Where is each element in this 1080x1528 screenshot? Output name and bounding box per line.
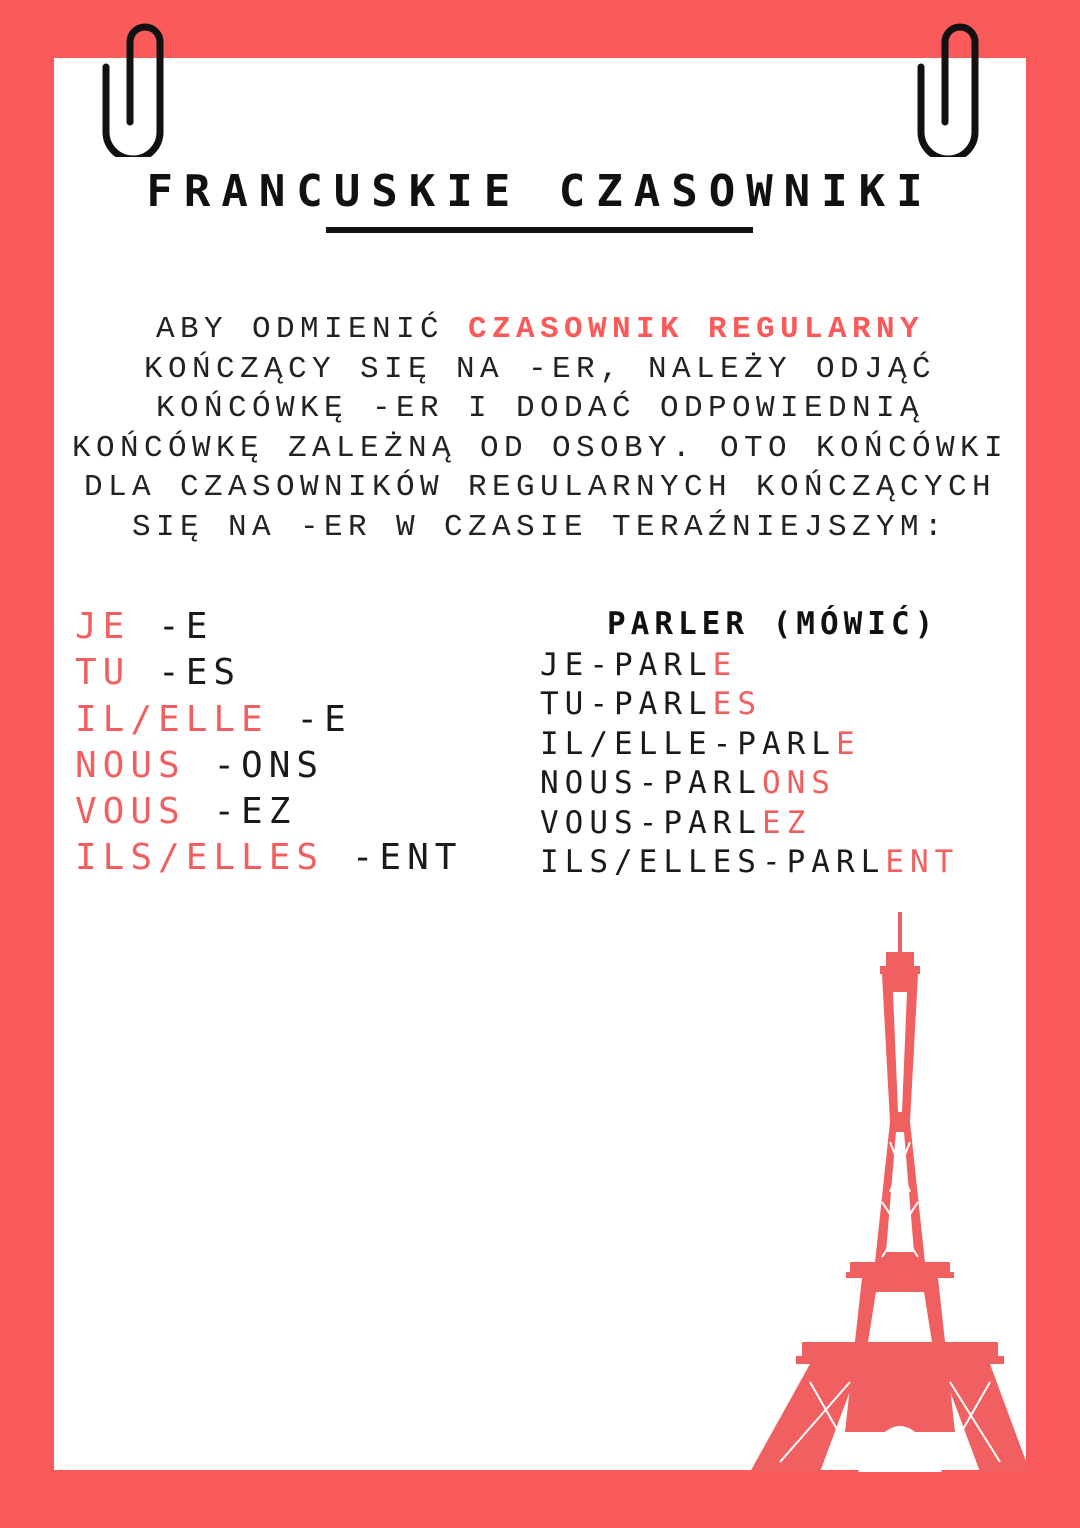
intro-highlight: CZASOWNIK REGULARNY — [467, 312, 925, 347]
intro-text-end: KOŃCZĄCY SIĘ NA -ER, NALEŻY ODJĄĆ KOŃCÓWKĘ -ER I DODAĆ ODPOWIEDNIĄ KOŃCÓWKĘ ZALEŻNĄ OD OSOBY. OTO KOŃCÓWKI DLA CZASOWNIKÓW REGULARNYCH KOŃCZĄCYCH SIĘ NA -ER W CZASIE TERAŹNIEJSZYM: — [71, 351, 1009, 545]
verb-stem: VOUS-PARL — [540, 804, 762, 841]
verb-ending: ENT — [885, 844, 960, 881]
example-verb-title: PARLER (MÓWIĆ) — [607, 606, 939, 642]
intro-text-start: ABY ODMIENIĆ — [155, 312, 468, 347]
list-item — [75, 743, 462, 789]
pronoun: NOUS — [75, 744, 186, 786]
verb-ending: ONS — [761, 765, 836, 802]
list-item — [75, 835, 462, 881]
verb-stem: NOUS-PARL — [540, 765, 762, 802]
verb-ending: E — [835, 725, 861, 762]
ending: -E — [130, 606, 214, 647]
pronoun: VOUS — [75, 791, 186, 833]
endings-list — [75, 604, 462, 882]
list-item — [540, 685, 959, 724]
paperclip-icon — [100, 22, 170, 157]
list-item — [540, 843, 959, 882]
ending: -ES — [130, 652, 242, 694]
list-item — [75, 604, 462, 650]
ending: -ENT — [324, 837, 463, 879]
page-title: FRANCUSKIE CZASOWNIKI — [146, 166, 934, 217]
list-item — [540, 725, 959, 764]
ending: -ONS — [185, 744, 325, 786]
list-item — [540, 646, 959, 685]
verb-ending: E — [712, 647, 738, 683]
paperclip-icon — [915, 22, 985, 157]
list-item — [75, 650, 462, 696]
eiffel-tower-icon — [750, 912, 1030, 1472]
list-item — [75, 697, 462, 743]
intro-paragraph — [60, 310, 1020, 547]
verb-ending: EZ — [761, 804, 812, 841]
list-item — [75, 789, 462, 835]
ending: -E — [268, 698, 352, 740]
verb-stem: ILS/ELLES-PARL — [540, 844, 886, 881]
pronoun: ILS/ELLES — [75, 837, 325, 879]
list-item — [540, 764, 959, 803]
verb-stem: TU-PARL — [540, 686, 713, 723]
verb-stem: IL/ELLE-PARL — [540, 725, 836, 762]
title-underline — [326, 227, 753, 233]
verb-stem: JE-PARL — [540, 647, 713, 683]
pronoun: IL/ELLE — [75, 698, 269, 740]
pronoun: TU — [75, 652, 131, 694]
conjugation-list — [540, 646, 959, 882]
list-item — [540, 804, 959, 843]
ending: -EZ — [185, 791, 297, 833]
pronoun: JE — [75, 606, 131, 647]
verb-ending: ES — [712, 686, 762, 723]
